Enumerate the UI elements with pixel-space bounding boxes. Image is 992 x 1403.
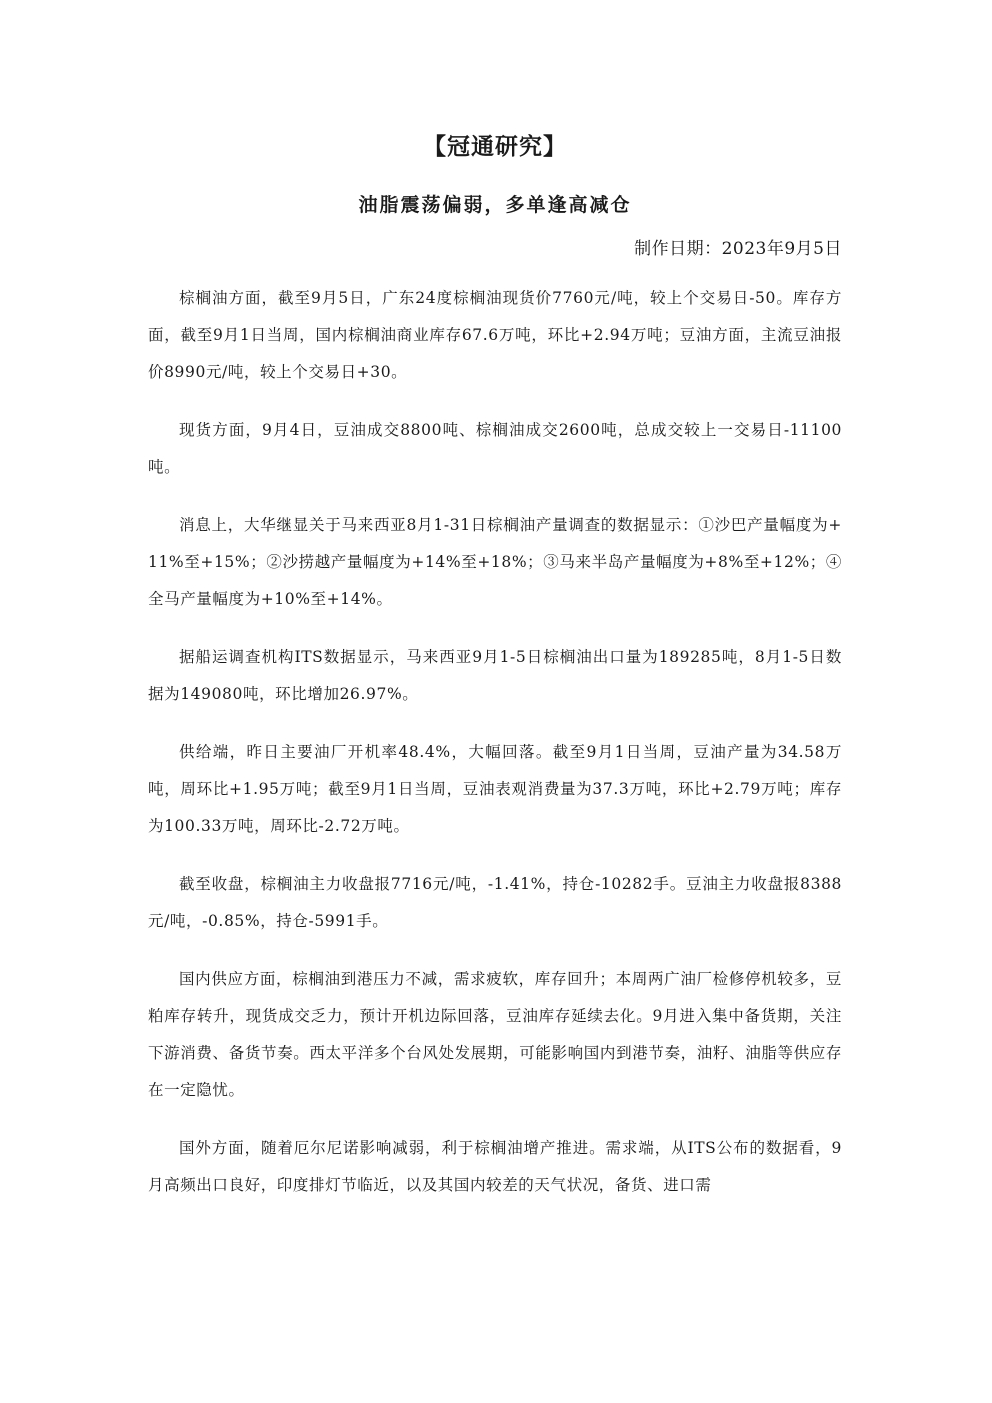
paragraph-spot-trading: 现货方面，9月4日，豆油成交8800吨、棕榈油成交2600吨，总成交较上一交易日-11100吨。 [148, 421, 842, 476]
report-date: 制作日期：2023年9月5日 [634, 239, 842, 259]
paragraph-overseas: 国外方面，随着厄尔尼诺影响减弱，利于棕榈油增产推进。需求端，从ITS公布的数据看，9月高频出口良好，印度排灯节临近，以及其国内较差的天气状况，备货、进口需 [148, 1139, 842, 1194]
paragraph-domestic-supply: 国内供应方面，棕榈油到港压力不减，需求疲软，库存回升；本周两广油厂检修停机较多，豆粕库存转升，现货成交乏力，预计开机边际回落，豆油库存延续去化。9月进入集中备货期，关注下游消费、备货节奏。西太平洋多个台风处发展期，可能影响国内到港节奏，油籽、油脂等供应存在一定隐忧。 [148, 970, 842, 1099]
paragraph-supply-side: 供给端，昨日主要油厂开机率48.4%，大幅回落。截至9月1日当周，豆油产量为34.58万吨，周环比+1.95万吨；截至9月1日当周，豆油表观消费量为37.3万吨，环比+2.79万吨；库存为100.33万吨，周环比-2.72万吨。 [148, 743, 842, 835]
paragraph-export-data: 据船运调查机构ITS数据显示，马来西亚9月1-5日棕榈油出口量为189285吨，8月1-5日数据为149080吨，环比增加26.97%。 [148, 648, 842, 703]
paragraph-closing-prices: 截至收盘，棕榈油主力收盘报7716元/吨，-1.41%，持仓-10282手。豆油主力收盘报8388元/吨，-0.85%，持仓-5991手。 [148, 875, 842, 930]
brand-heading: 【冠通研究】 [423, 133, 567, 160]
report-title: 油脂震荡偏弱，多单逢高减仓 [358, 194, 632, 216]
paragraph-production-survey: 消息上，大华继显关于马来西亚8月1-31日棕榈油产量调查的数据显示：①沙巴产量幅度为+11%至+15%；②沙捞越产量幅度为+14%至+18%；③马来半岛产量幅度为+8%至+12%；④全马产量幅度为+10%至+14%。 [148, 516, 842, 608]
paragraph-palm-oil-spot: 棕榈油方面，截至9月5日，广东24度棕榈油现货价7760元/吨，较上个交易日-50。库存方面，截至9月1日当周，国内棕榈油商业库存67.6万吨，环比+2.94万吨；豆油方面，主流豆油报价8990元/吨，较上个交易日+30。 [148, 289, 842, 381]
document-page [148, 0, 842, 1403]
report-body [148, 280, 842, 1225]
